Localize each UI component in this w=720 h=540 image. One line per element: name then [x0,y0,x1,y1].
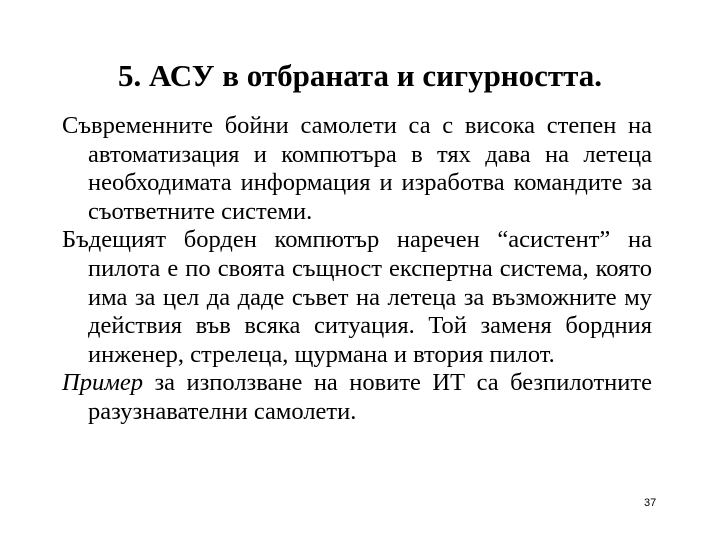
paragraph-example [62,369,652,426]
paragraph-future-assistant: Бъдещият борден компютър наречен “асистент” на пилота е по своята същност експертна система, която има за цел да даде съвет на летеца за възможните му действия във всяка ситуация. Той заменя бордния инженер, стрелеца, щурмана и втория пилот. [62,226,652,368]
paragraph-modern-aircraft: Съвременните бойни самолети са с висока степен на автоматизация и компютъра в тях дава на летеца необходимата информация и изработва командите за съответните системи. [62,112,652,225]
page-number: 37 [644,497,657,509]
slide-body [62,112,652,427]
slide-title: 5. АСУ в отбраната и сигурността. [117,58,603,93]
example-text: за използване на новите ИТ са безпилотните разузнавателни самолети. [88,369,652,425]
example-label: Пример [62,369,143,397]
